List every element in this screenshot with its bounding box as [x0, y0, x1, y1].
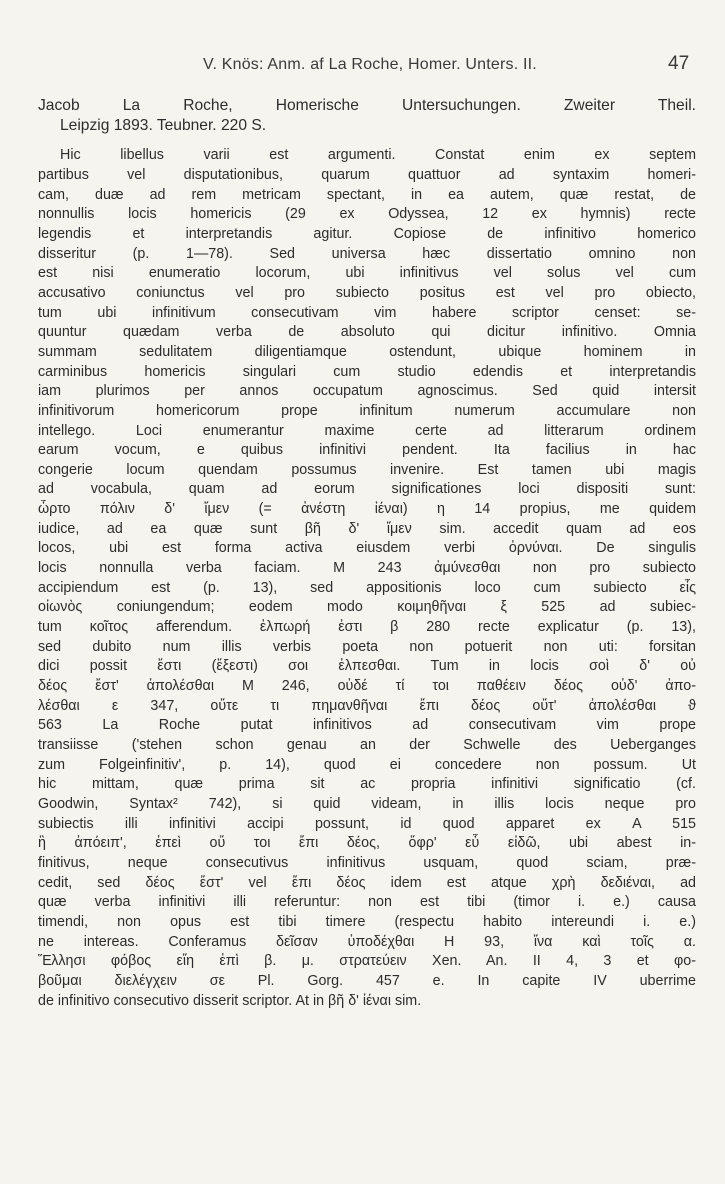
body-line: sed dubito num illis verbis poeta non potuerit non uti: forsitan: [38, 638, 696, 655]
body-line: quæ verba infinitivi illi referuntur: non est tibi (timor i. e.) causa: [38, 894, 696, 911]
running-head: V. Knös: Anm. af La Roche, Homer. Unters. II.: [203, 56, 537, 73]
body-line: οἰωνὸς coniungendum; eodem modo κοιμηθῆναι ξ 525 ad subiec-: [38, 599, 696, 616]
body-line: earum vocum, e quibus infinitivi pendent. Ita facilius in hac: [38, 442, 696, 459]
body-line: hic mittam, quæ prima sit ac propria infinitivi significatio (cf.: [38, 776, 696, 793]
body-line: est nisi enumeratio locorum, ubi infinitivus vel solus vel cum: [38, 265, 696, 282]
body-line: subiectis illi infinitivi accipi possunt, id quod apparet ex Α 515: [38, 815, 696, 832]
body-line: iam plurimos per annos occupatum agnoscimus. Sed quid intersit: [38, 383, 696, 400]
body-line: dici possit ἔστι (ἔξεστι) σοι ἐλπεσθαι. Tum in locis σοὶ δ' οὐ: [38, 658, 696, 675]
body-line: 563 La Roche putat infinitivos ad consecutivam vim prope: [38, 717, 696, 734]
body-line: ὦρτο πόλιν δ' ἴμεν (= ἀνέστη ἰέναι) η 14 propius, me quidem: [38, 501, 696, 518]
body-line: intellego. Loci enumerantur maxime certe ad litterarum ordinem: [38, 422, 696, 439]
body-line: disseritur (p. 1—78). Sed universa hæc dissertatio omnino non: [38, 245, 696, 262]
page-number: 47: [668, 53, 690, 74]
review-text: [38, 96, 696, 1011]
body-line: accusativo coniunctus vel pro subiecto positus est vel pro obiecto,: [38, 284, 696, 301]
body-line: tum ubi infinitivum consecutivam vim habere scriptor censet: se-: [38, 304, 696, 321]
body-line: carminibus homericis singulari cum studio edendis et interpretandis: [38, 363, 696, 380]
body-line: legendis et interpretandis agitur. Copiose de infinitivo homerico: [38, 225, 696, 242]
body-line: infinitivorum homericorum prope infinitum numerum accumulare non: [38, 402, 696, 419]
body-line: iudice, ad ea quæ sunt βῆ δ' ἴμεν sim. accedit quam ad eos: [38, 520, 696, 537]
body-line: Hic libellus varii est argumenti. Constat enim ex septem: [60, 147, 696, 164]
body-line: de infinitivo consecutivo disserit scriptor. At in βῆ δ' ἰέναι sim.: [38, 992, 422, 1009]
body-line: βοῦμαι διελέγχειν σε Pl. Gorg. 457 e. In capite IV uberrime: [38, 972, 696, 989]
body-line: finitivus, neque consecutivus infinitivus usquam, quod sciam, præ-: [38, 854, 696, 871]
citation-line: Jacob La Roche, Homerische Untersuchungen. Zweiter Theil.: [38, 97, 696, 114]
body-line: ad vocabula, quam ad eorum significationes loci dispositi sunt:: [38, 481, 696, 498]
body-line: timendi, non opus est tibi timere (respectu habito intereundi i. e.): [38, 913, 696, 930]
body-line: cedit, sed δέος ἔστ' vel ἔπι δέος idem est atque χρὴ δεδιέναι, ad: [38, 874, 696, 891]
body-line: congerie locum quendam possumus invenire. Est tamen ubi magis: [38, 461, 696, 478]
body-line: Goodwin, Syntax² 742), si quid videam, in illis locis neque pro: [38, 795, 696, 812]
body-line: transiisse ('stehen schon genau an der Schwelle des Ueberganges: [38, 737, 696, 753]
body-line: δέος ἔστ' ἀπολέσθαι M 246, οὐδέ τί τοι παθέειν δέος οὐδ' ἀπο-: [38, 678, 696, 695]
paragraph-gap: [38, 135, 696, 146]
body-line: partibus vel disputationibus, quarum quattuor ad syntaxim homeri-: [38, 166, 696, 183]
body-line: cam, duæ ad rem metricam spectant, in ea autem, quæ restat, de: [38, 186, 696, 203]
body-line: locis nonnulla verba faciam. M 243 ἀμύνεσθαι non pro subiecto: [38, 560, 696, 577]
body-line: nonnullis locis homericis (29 ex Odyssea, 12 ex hymnis) recte: [38, 206, 696, 223]
body-line: zum Folgeinfinitiv', p. 14), quod ei concedere non possum. Ut: [38, 756, 696, 773]
body-line: locos, ubi est forma activa eiusdem verbi ὀρνύναι. De singulis: [38, 540, 696, 557]
body-line: λέσθαι ε 347, οὔτε τι πημανθῆναι ἔπι δέος οὔτ' ἀπολέσθαι ϑ: [38, 697, 696, 714]
body-line: quuntur quædam verba de absoluto qui dicitur infinitivo. Omnia: [38, 324, 696, 341]
citation-line: Leipzig 1893. Teubner. 220 S.: [60, 116, 267, 134]
body-line: summam sedulitatem diligentiamque ostendunt, ubique hominem in: [38, 343, 696, 360]
body-line: tum κοῖτος afferendum. ἐλπωρή ἐστι β 280 recte explicatur (p. 13),: [38, 619, 696, 636]
body-line: ἢ ἀπόειπ', ἐπεὶ οὔ τοι ἔπι δέος, ὄφρ' εὖ εἰδῶ, ubi abest in-: [38, 835, 696, 852]
body-line: accipiendum est (p. 13), sed appositionis loco cum subiecto εἷς: [38, 579, 696, 596]
body-line: Ἕλλησι φόβος εἴη ἐπὶ β. μ. στρατεύειν Xen. An. II 4, 3 et φο-: [38, 953, 696, 970]
body-line: ne intereas. Conferamus δεῖσαν ὑποδέχθαι Η 93, ἵνα καὶ τοῖς α.: [38, 933, 696, 950]
